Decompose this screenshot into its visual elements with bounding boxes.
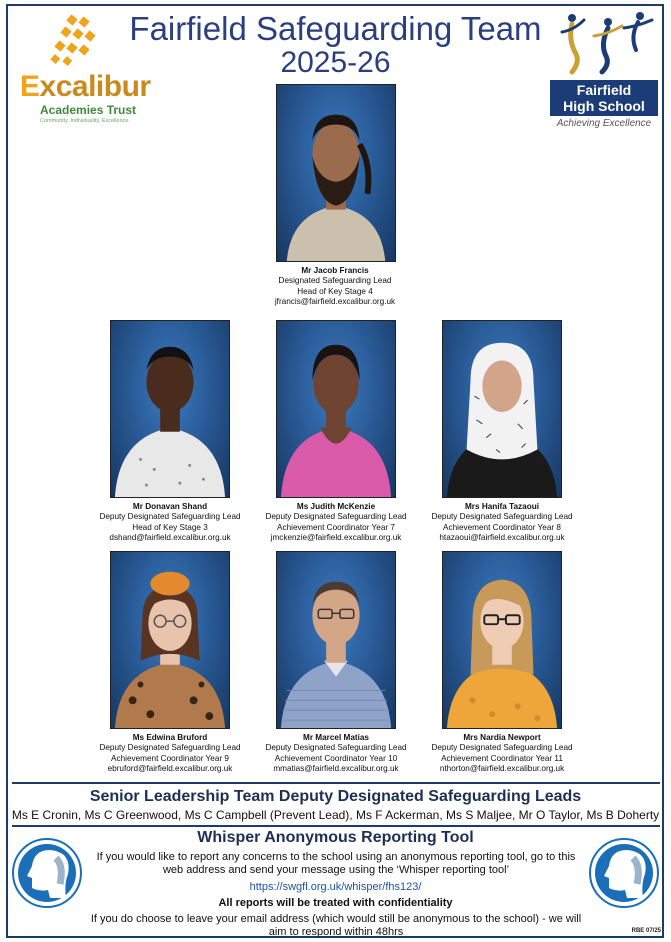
staff-caption-3 [407,502,597,544]
staff-role2: Head of Key Stage 4 [297,286,373,296]
staff-email: nthorton@fairfield.excalibur.org.uk [439,764,565,774]
staff-role2: Head of Key Stage 3 [132,522,208,532]
staff-name: Ms Judith McKenzie [296,502,376,511]
staff-email: htazaoui@fairfield.excalibur.org.uk [439,533,565,543]
staff-name: Mr Marcel Matias [303,733,369,742]
staff-caption-1 [75,502,265,544]
whisper-text2: If you do choose to leave your email address (which would still be anonymous to the school) - we will aim to respond within 48hrs [90,913,582,938]
staff-role: Deputy Designated Safeguarding Lead [265,743,407,753]
staff-role2: Achievement Coordinator Year 8 [443,522,561,532]
staff-caption-0 [240,266,430,308]
staff-email: ebruford@fairfield.excalibur.org.uk [107,764,233,774]
staff-role: Designated Safeguarding Lead [278,276,392,286]
staff-name: Ms Edwina Bruford [132,733,208,742]
excalibur-tagline: Community. Individuality. Excellence. [40,118,130,124]
staff-caption-4 [75,733,265,775]
staff-photo-4 [110,551,230,729]
section-divider [12,782,660,784]
staff-name: Mr Jacob Francis [301,266,369,275]
staff-role: Deputy Designated Safeguarding Lead [431,743,573,753]
staff-caption-5 [241,733,431,775]
excalibur-wordmark: Excalibur [20,70,151,103]
whisper-confidential: All reports will be treated with confidentiality [218,897,453,909]
excalibur-sub: Academies Trust [40,103,137,117]
dancers-emblem-icon [550,10,658,78]
staff-photo-5 [276,551,396,729]
whisper-text1: If you would like to report any concerns to the school using an anonymous reporting tool, go to this web address and send your message using the ‘Whisper reporting tool’ [96,851,576,876]
staff-role: Deputy Designated Safeguarding Lead [99,743,241,753]
whisper-link[interactable]: https://swgfl.org.uk/whisper/fhs123/ [249,881,422,893]
fairfield-name-line2: High School [563,98,645,114]
staff-email: jmckenzie@fairfield.excalibur.org.uk [270,533,402,543]
section-divider [12,825,660,827]
whisper-title: Whisper Anonymous Reporting Tool [197,829,474,846]
staff-role: Deputy Designated Safeguarding Lead [265,512,407,522]
staff-photo-6 [442,551,562,729]
staff-photo-1 [110,320,230,498]
staff-name: Mrs Hanifa Tazaoui [464,502,539,511]
staff-photo-3 [442,320,562,498]
staff-name: Mr Donavan Shand [132,502,208,511]
fairfield-motto: Achieving Excellence [556,118,652,129]
staff-role2: Achievement Coordinator Year 9 [111,753,229,763]
staff-role2: Achievement Coordinator Year 10 [274,753,398,763]
staff-email: jfrancis@fairfield.excalibur.org.uk [274,297,396,307]
page-title: Fairfield Safeguarding Team [129,10,542,47]
page-year: 2025-26 [280,46,391,79]
staff-photo-0 [276,84,396,262]
staff-caption-2 [241,502,431,544]
slt-names: Ms E Cronin, Ms C Greenwood, Ms C Campbell (Prevent Lead), Ms F Ackerman, Ms S Maljee, Mr O Taylor, Ms B Doherty [11,808,660,822]
staff-email: mmatias@fairfield.excalibur.org.uk [273,764,399,774]
slt-title: Senior Leadership Team Deputy Designated Safeguarding Leads [89,788,582,805]
staff-role: Deputy Designated Safeguarding Lead [99,512,241,522]
fairfield-name-line1: Fairfield [576,82,632,98]
staff-caption-6 [407,733,597,775]
staff-name: Mrs Nardia Newport [463,733,541,742]
staff-email: dshand@fairfield.excalibur.org.uk [109,533,231,543]
staff-role: Deputy Designated Safeguarding Lead [431,512,573,522]
staff-role2: Achievement Coordinator Year 7 [277,522,395,532]
staff-role2: Achievement Coordinator Year 11 [441,753,563,763]
staff-photo-2 [276,320,396,498]
footer-ref: RBE 07/25 [631,928,661,934]
fairfield-logo [550,10,658,129]
fairfield-name [550,80,658,116]
